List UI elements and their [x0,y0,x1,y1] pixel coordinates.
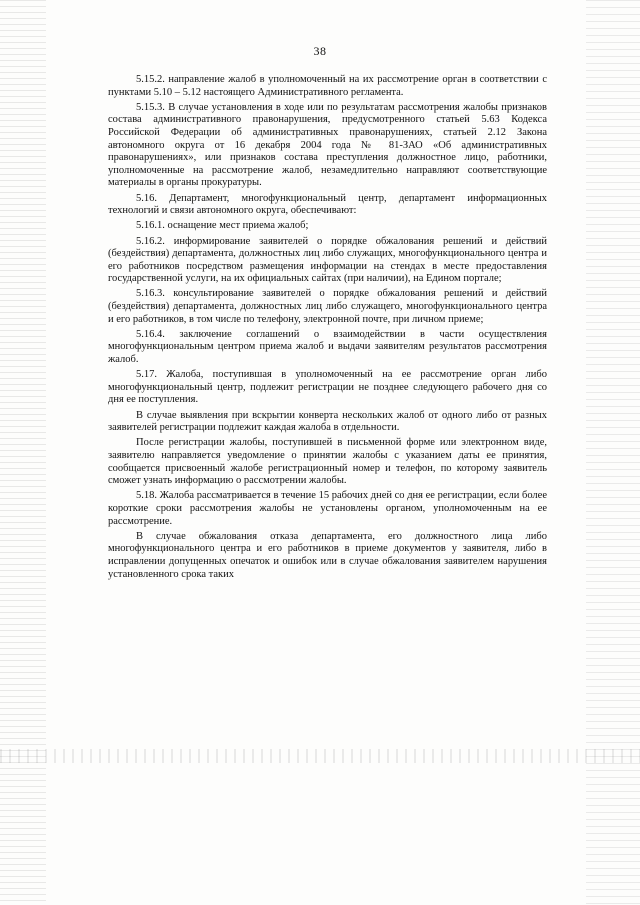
paragraph-5-16-2: 5.16.2. информирование заявителей о порядке обжалования решений и действий (бездействия) департамента, должностных лиц либо служащих, многофункционального центра и его работников посредством размещения информации на стендах в месте предоставления государственной услуги, на их официальных сайтах (при наличии), на Едином портале; [108,235,547,285]
paragraph-5-16-3: 5.16.3. консультирование заявителей о порядке обжалования решений и действий (бездействия) департамента, должностных лиц либо служащего, многофункционального центра и его работников, в том числе по телефону, электронной почте, при личном приеме; [108,288,547,325]
paragraph-multiple-complaints: В случае выявления при вскрытии конверта нескольких жалоб от одного либо от разных заявителей регистрации подлежит каждая жалоба в отдельности. [108,409,547,434]
scan-edge-left [0,0,46,905]
page-number: 38 [313,44,327,58]
scan-edge-bottom [0,749,640,763]
document-body [108,74,547,584]
paragraph-5-16-1: 5.16.1. оснащение мест приема жалоб; [136,220,309,232]
paragraph-registration-notice: После регистрации жалобы, поступившей в письменной форме или электронном виде, заявителю направляется уведомление о принятии жалобы с указанием даты ее принятия, сообщается присвоенный жалобе регистрационный номер и телефон, по которому заявитель сможет узнать информацию о рассмотрении жалобы. [108,437,547,487]
paragraph-5-15-3: 5.15.3. В случае установления в ходе или по результатам рассмотрения жалобы признаков состава административного правонарушения, предусмотренного статьей 5.63 Кодекса Российской Федерации об административных правонарушениях, статьей 2.12 Закона автономного округа от 16 декабря 2004 года № 81-ЗАО «Об административных правонарушениях», или признаков состава преступления должностное лицо, работники, уполномоченные на рассмотрение жалоб, незамедлительно направляют соответствующие материалы в органы прокуратуры. [108,101,547,189]
paragraph-5-18: 5.18. Жалоба рассматривается в течение 15 рабочих дней со дня ее регистрации, если более короткие сроки рассмотрения жалобы не установлены органом, уполномоченным на ее рассмотрение. [108,490,547,527]
paragraph-5-16-4: 5.16.4. заключение соглашений о взаимодействии в части осуществления многофункциональным центром приема жалоб и выдачи заявителям результатов рассмотрения жалоб. [108,328,547,366]
paragraph-5-15-2: 5.15.2. направление жалоб в уполномоченный на их рассмотрение орган в соответствии с пунктами 5.10 – 5.12 настоящего Административного регламента. [108,74,547,98]
paragraph-refusal-appeal: В случае обжалования отказа департамента, его должностного лица либо многофункционального центра и его работников в приеме документов у заявителя, либо в исправлении допущенных опечаток и ошибок или в случае обжалования заявителем нарушения установленного срока таких [108,530,547,580]
paragraph-5-17: 5.17. Жалоба, поступившая в уполномоченный на ее рассмотрение орган либо многофункциональный центр, подлежит регистрации не позднее следующего рабочего дня со дня ее поступления. [108,369,547,406]
scan-edge-right [586,0,640,905]
paragraph-5-16: 5.16. Департамент, многофункциональный центр, департамент информационных технологий и связи автономного округа, обеспечивают: [108,192,547,217]
